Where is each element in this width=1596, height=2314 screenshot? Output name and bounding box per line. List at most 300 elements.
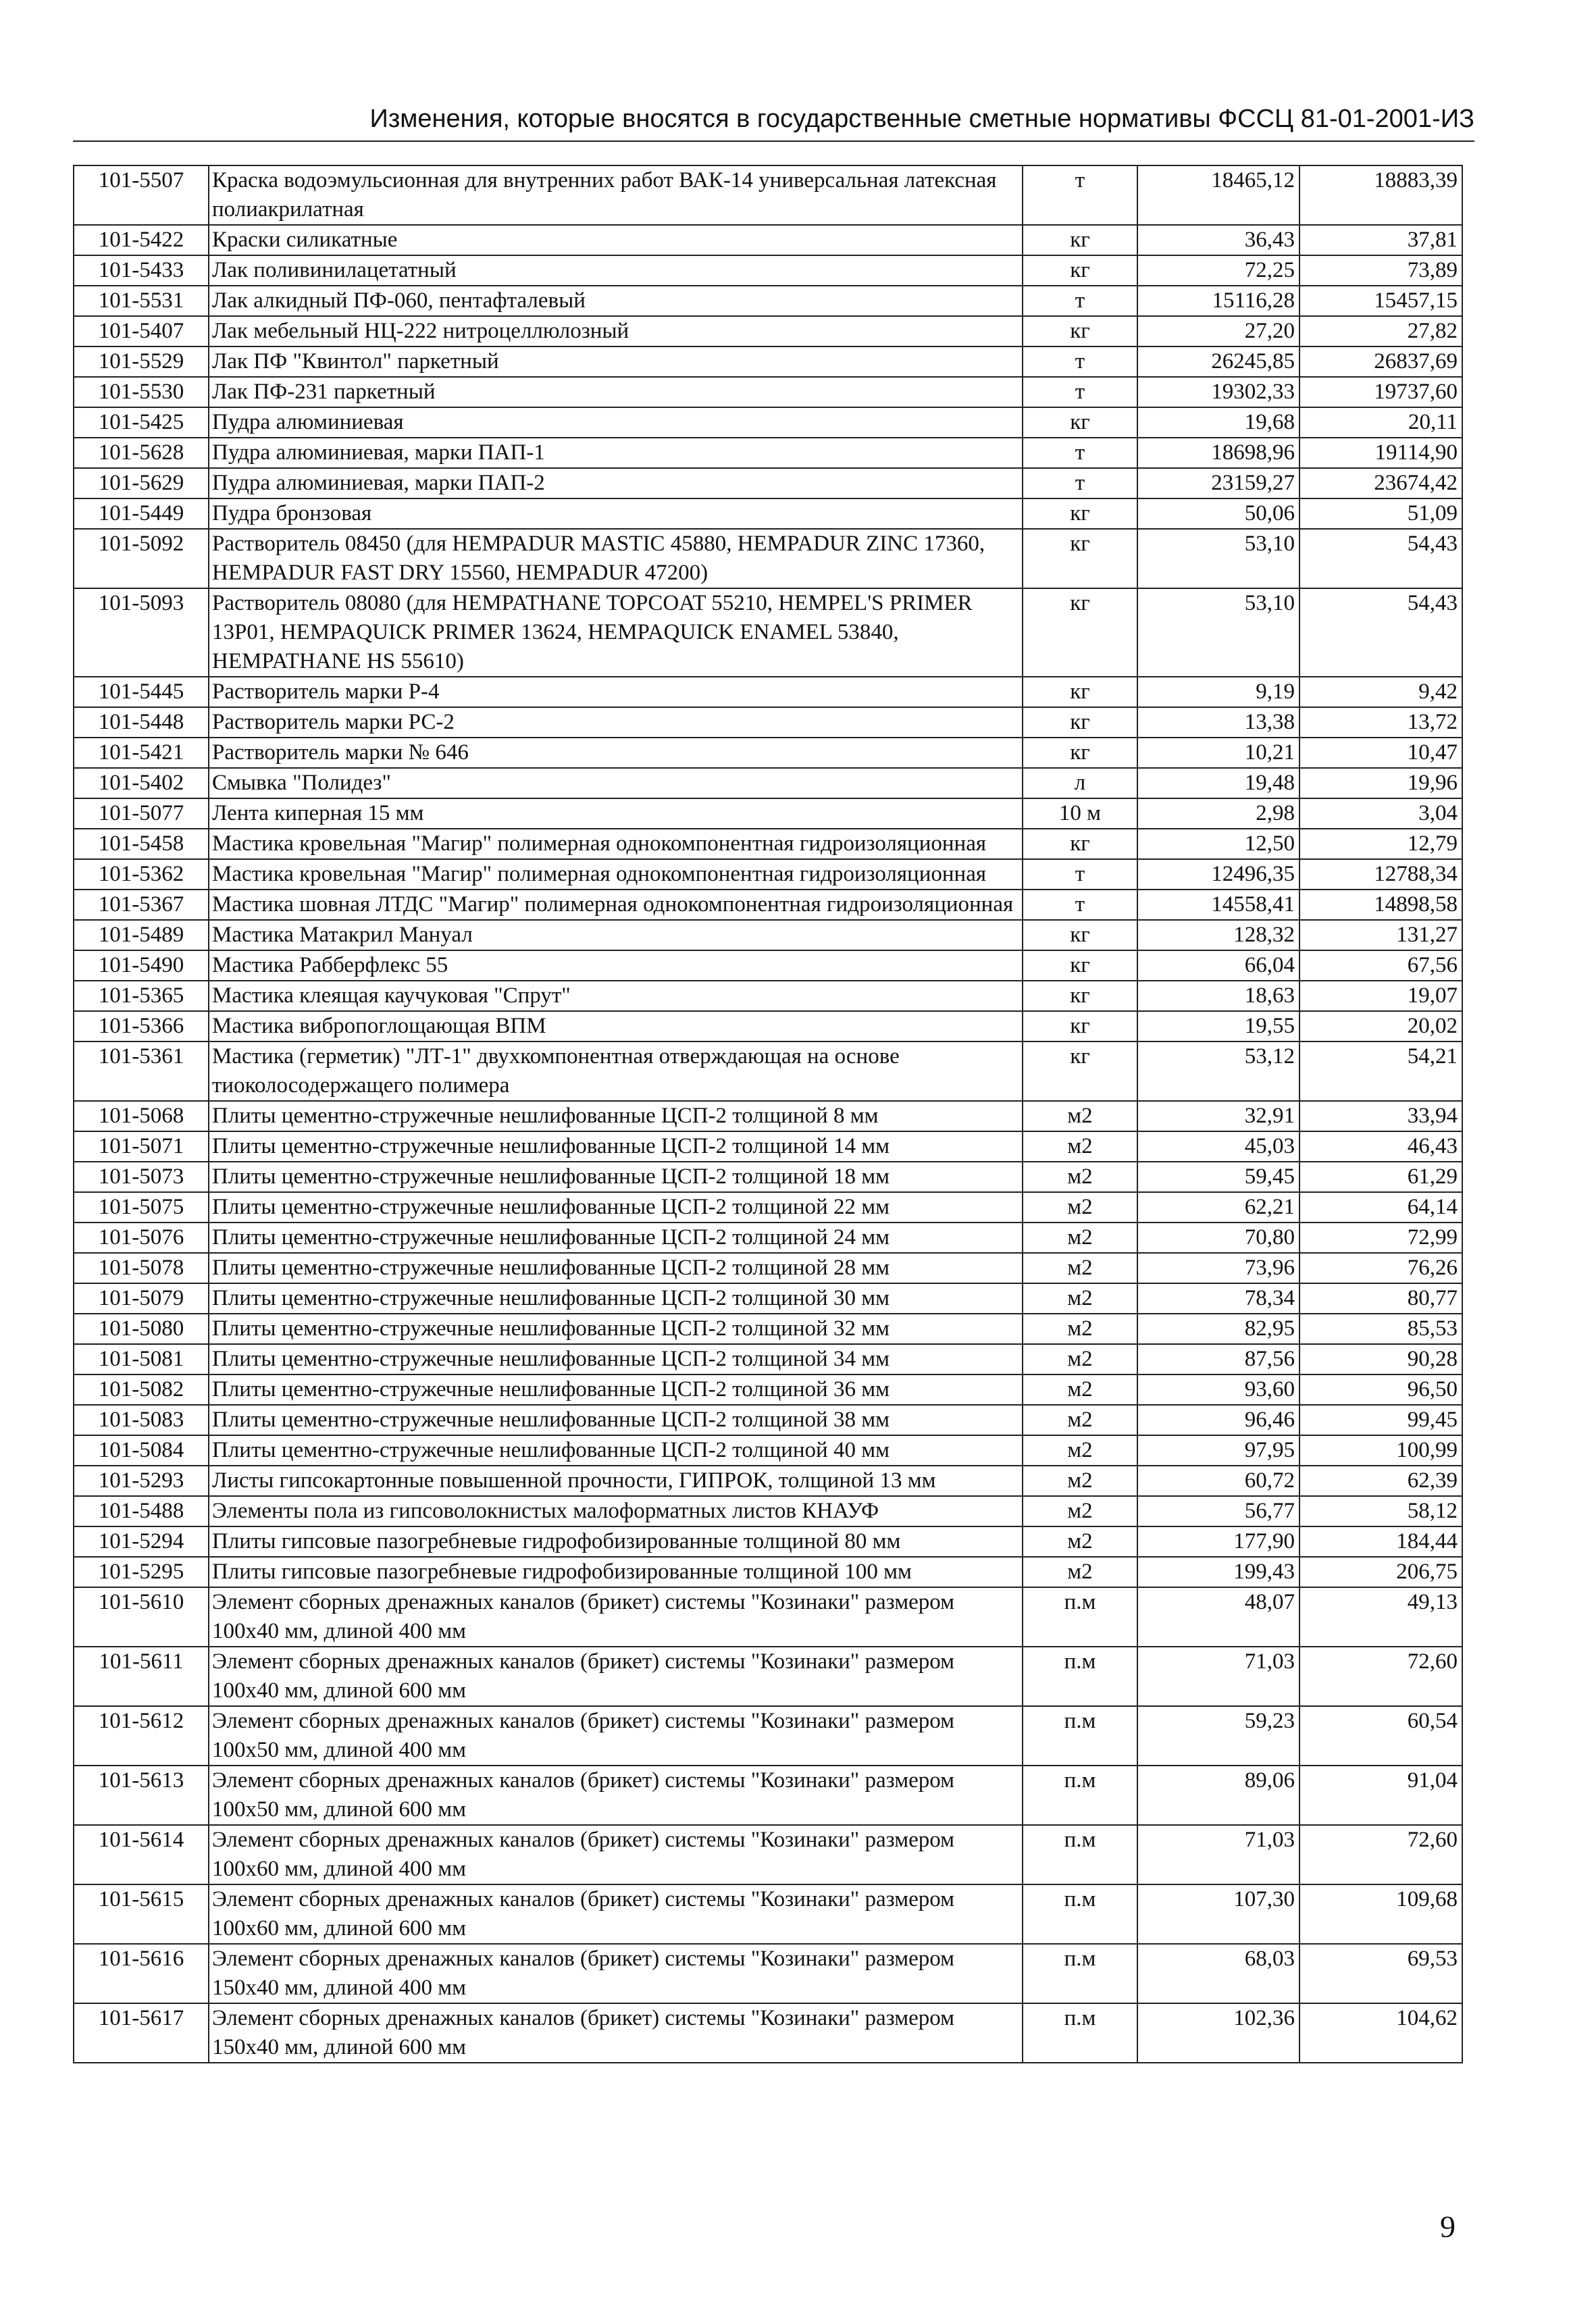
table-row <box>74 1557 1462 1587</box>
table-row <box>74 829 1462 859</box>
cell-price-old: 199,43 <box>1137 1557 1299 1587</box>
cell-name: Плиты цементно-стружечные нешлифованные ЦСП-2 толщиной 34 мм <box>209 1344 1023 1374</box>
cell-unit: кг <box>1023 498 1137 529</box>
table-row <box>74 377 1462 407</box>
cell-unit: м2 <box>1023 1162 1137 1192</box>
cell-unit: м2 <box>1023 1435 1137 1466</box>
cell-unit: п.м <box>1023 1884 1137 1944</box>
cell-unit: т <box>1023 859 1137 890</box>
table-row <box>74 1706 1462 1766</box>
cell-price-new: 19,96 <box>1299 768 1462 798</box>
cell-code: 101-5421 <box>74 738 209 768</box>
cell-code: 101-5294 <box>74 1526 209 1557</box>
cell-unit: л <box>1023 768 1137 798</box>
cell-price-old: 18,63 <box>1137 981 1299 1011</box>
cell-price-new: 20,11 <box>1299 407 1462 438</box>
cell-name: Плиты цементно-стружечные нешлифованные ЦСП-2 толщиной 36 мм <box>209 1374 1023 1405</box>
cell-name: Плиты гипсовые пазогребневые гидрофобизированные толщиной 80 мм <box>209 1526 1023 1557</box>
cell-code: 101-5081 <box>74 1344 209 1374</box>
cell-price-new: 10,47 <box>1299 738 1462 768</box>
cell-price-old: 107,30 <box>1137 1884 1299 1944</box>
table-row <box>74 1253 1462 1283</box>
cell-price-new: 18883,39 <box>1299 165 1462 225</box>
table-row <box>74 346 1462 377</box>
cell-unit: п.м <box>1023 1825 1137 1884</box>
table-row <box>74 798 1462 829</box>
cell-code: 101-5362 <box>74 859 209 890</box>
table-row <box>74 1223 1462 1253</box>
table-row <box>74 165 1462 225</box>
cell-name: Элементы пола из гипсоволокнистых малоформатных листов КНАУФ <box>209 1496 1023 1526</box>
cell-name: Лак ПФ "Квинтол" паркетный <box>209 346 1023 377</box>
cell-price-old: 50,06 <box>1137 498 1299 529</box>
cell-price-new: 62,39 <box>1299 1466 1462 1496</box>
table-row <box>74 1405 1462 1435</box>
cell-price-old: 36,43 <box>1137 225 1299 255</box>
cell-name: Пудра алюминиевая <box>209 407 1023 438</box>
cell-price-new: 90,28 <box>1299 1344 1462 1374</box>
table-row <box>74 707 1462 738</box>
cell-name: Плиты цементно-стружечные нешлифованные ЦСП-2 толщиной 14 мм <box>209 1131 1023 1162</box>
cell-code: 101-5068 <box>74 1101 209 1131</box>
cell-name: Растворитель марки Р-4 <box>209 677 1023 707</box>
table-row <box>74 1496 1462 1526</box>
cell-unit: кг <box>1023 1011 1137 1042</box>
cell-price-new: 49,13 <box>1299 1587 1462 1647</box>
cell-unit: т <box>1023 890 1137 920</box>
cell-price-old: 10,21 <box>1137 738 1299 768</box>
cell-unit: п.м <box>1023 1706 1137 1766</box>
cell-price-old: 66,04 <box>1137 950 1299 981</box>
cell-unit: п.м <box>1023 2003 1137 2063</box>
cell-price-old: 87,56 <box>1137 1344 1299 1374</box>
cell-price-new: 60,54 <box>1299 1706 1462 1766</box>
table-row <box>74 1042 1462 1101</box>
cell-code: 101-5616 <box>74 1944 209 2003</box>
cell-unit: м2 <box>1023 1496 1137 1526</box>
cell-price-new: 72,60 <box>1299 1647 1462 1706</box>
table-row <box>74 1526 1462 1557</box>
cell-price-new: 13,72 <box>1299 707 1462 738</box>
cell-unit: т <box>1023 438 1137 468</box>
cell-price-new: 54,43 <box>1299 529 1462 588</box>
table-row <box>74 1587 1462 1647</box>
table-row <box>74 1192 1462 1223</box>
cell-price-new: 91,04 <box>1299 1766 1462 1825</box>
table-row <box>74 950 1462 981</box>
table-row <box>74 1101 1462 1131</box>
cell-price-new: 80,77 <box>1299 1283 1462 1314</box>
cell-unit: кг <box>1023 1042 1137 1101</box>
cell-price-new: 19737,60 <box>1299 377 1462 407</box>
cell-name: Элемент сборных дренажных каналов (брикет) системы "Козинаки" размером 150х40 мм, длиной 600 мм <box>209 2003 1023 2063</box>
cell-unit: м2 <box>1023 1131 1137 1162</box>
cell-price-new: 27,82 <box>1299 316 1462 346</box>
cell-unit: м2 <box>1023 1314 1137 1344</box>
cell-price-old: 9,19 <box>1137 677 1299 707</box>
cell-price-new: 131,27 <box>1299 920 1462 950</box>
cell-price-new: 99,45 <box>1299 1405 1462 1435</box>
cell-name: Плиты цементно-стружечные нешлифованные ЦСП-2 толщиной 28 мм <box>209 1253 1023 1283</box>
cell-price-old: 177,90 <box>1137 1526 1299 1557</box>
cell-code: 101-5458 <box>74 829 209 859</box>
cell-price-new: 37,81 <box>1299 225 1462 255</box>
cell-code: 101-5073 <box>74 1162 209 1192</box>
cell-code: 101-5407 <box>74 316 209 346</box>
cell-price-old: 12496,35 <box>1137 859 1299 890</box>
cell-price-old: 19,55 <box>1137 1011 1299 1042</box>
cell-name: Пудра алюминиевая, марки ПАП-2 <box>209 468 1023 498</box>
table-row <box>74 529 1462 588</box>
cell-name: Плиты гипсовые пазогребневые гидрофобизированные толщиной 100 мм <box>209 1557 1023 1587</box>
cell-unit: кг <box>1023 920 1137 950</box>
cell-unit: м2 <box>1023 1344 1137 1374</box>
cell-name: Плиты цементно-стружечные нешлифованные ЦСП-2 толщиной 40 мм <box>209 1435 1023 1466</box>
cell-code: 101-5075 <box>74 1192 209 1223</box>
cell-price-old: 19,68 <box>1137 407 1299 438</box>
cell-name: Краска водоэмульсионная для внутренних работ ВАК-14 универсальная латексная полиакрилатная <box>209 165 1023 225</box>
cell-name: Лента киперная 15 мм <box>209 798 1023 829</box>
cell-unit: п.м <box>1023 1647 1137 1706</box>
cell-price-old: 82,95 <box>1137 1314 1299 1344</box>
table-row <box>74 1825 1462 1884</box>
table-row <box>74 1766 1462 1825</box>
table-row <box>74 1162 1462 1192</box>
cell-price-old: 93,60 <box>1137 1374 1299 1405</box>
cell-price-new: 85,53 <box>1299 1314 1462 1344</box>
cell-price-new: 54,21 <box>1299 1042 1462 1101</box>
cell-name: Мастика вибропоглощающая ВПМ <box>209 1011 1023 1042</box>
cell-code: 101-5433 <box>74 255 209 286</box>
cell-code: 101-5449 <box>74 498 209 529</box>
cell-price-new: 15457,15 <box>1299 286 1462 316</box>
cell-price-old: 45,03 <box>1137 1131 1299 1162</box>
cell-name: Растворитель 08450 (для HEMPADUR MASTIC 45880, HEMPADUR ZINC 17360, HEMPADUR FAST DRY 15560, HEMPADUR 47200) <box>209 529 1023 588</box>
table-row <box>74 255 1462 286</box>
cell-unit: м2 <box>1023 1253 1137 1283</box>
cell-price-old: 53,10 <box>1137 529 1299 588</box>
cell-unit: м2 <box>1023 1526 1137 1557</box>
cell-price-old: 2,98 <box>1137 798 1299 829</box>
cell-code: 101-5615 <box>74 1884 209 1944</box>
cell-name: Мастика Рабберфлекс 55 <box>209 950 1023 981</box>
cell-price-old: 78,34 <box>1137 1283 1299 1314</box>
cell-code: 101-5083 <box>74 1405 209 1435</box>
cell-unit: м2 <box>1023 1223 1137 1253</box>
cell-price-old: 18465,12 <box>1137 165 1299 225</box>
cell-price-old: 19302,33 <box>1137 377 1299 407</box>
cell-code: 101-5077 <box>74 798 209 829</box>
cell-unit: п.м <box>1023 1587 1137 1647</box>
cell-unit: кг <box>1023 738 1137 768</box>
cell-price-old: 48,07 <box>1137 1587 1299 1647</box>
cell-code: 101-5092 <box>74 529 209 588</box>
table-row <box>74 588 1462 677</box>
cell-price-new: 72,60 <box>1299 1825 1462 1884</box>
cell-code: 101-5488 <box>74 1496 209 1526</box>
cell-unit: м2 <box>1023 1283 1137 1314</box>
cell-code: 101-5614 <box>74 1825 209 1884</box>
table-row <box>74 1647 1462 1706</box>
cell-price-new: 58,12 <box>1299 1496 1462 1526</box>
cell-unit: кг <box>1023 529 1137 588</box>
cell-price-old: 12,50 <box>1137 829 1299 859</box>
cell-code: 101-5422 <box>74 225 209 255</box>
cell-code: 101-5367 <box>74 890 209 920</box>
table-row <box>74 859 1462 890</box>
cell-price-new: 206,75 <box>1299 1557 1462 1587</box>
cell-price-old: 62,21 <box>1137 1192 1299 1223</box>
cell-unit: кг <box>1023 707 1137 738</box>
cell-price-new: 72,99 <box>1299 1223 1462 1253</box>
cell-price-old: 53,10 <box>1137 588 1299 677</box>
table-row <box>74 981 1462 1011</box>
cell-price-old: 13,38 <box>1137 707 1299 738</box>
cell-code: 101-5079 <box>74 1283 209 1314</box>
cell-name: Мастика кровельная "Магир" полимерная однокомпонентная гидроизоляционная <box>209 859 1023 890</box>
cell-price-old: 89,06 <box>1137 1766 1299 1825</box>
cell-name: Элемент сборных дренажных каналов (брикет) системы "Козинаки" размером 150х40 мм, длиной 400 мм <box>209 1944 1023 2003</box>
cell-code: 101-5610 <box>74 1587 209 1647</box>
table-row <box>74 677 1462 707</box>
cell-price-new: 76,26 <box>1299 1253 1462 1283</box>
cell-name: Плиты цементно-стружечные нешлифованные ЦСП-2 толщиной 24 мм <box>209 1223 1023 1253</box>
cell-name: Плиты цементно-стружечные нешлифованные ЦСП-2 толщиной 18 мм <box>209 1162 1023 1192</box>
cell-price-new: 104,62 <box>1299 2003 1462 2063</box>
cell-unit: п.м <box>1023 1766 1137 1825</box>
cell-price-new: 69,53 <box>1299 1944 1462 2003</box>
cell-price-new: 3,04 <box>1299 798 1462 829</box>
cell-code: 101-5611 <box>74 1647 209 1706</box>
cell-name: Элемент сборных дренажных каналов (брикет) системы "Козинаки" размером 100х50 мм, длиной 400 мм <box>209 1706 1023 1766</box>
cell-code: 101-5293 <box>74 1466 209 1496</box>
cell-name: Элемент сборных дренажных каналов (брикет) системы "Козинаки" размером 100х40 мм, длиной 400 мм <box>209 1587 1023 1647</box>
cell-code: 101-5076 <box>74 1223 209 1253</box>
cell-code: 101-5425 <box>74 407 209 438</box>
cell-price-old: 26245,85 <box>1137 346 1299 377</box>
cell-unit: т <box>1023 346 1137 377</box>
cell-name: Мастика шовная ЛТДС "Магир" полимерная однокомпонентная гидроизоляционная <box>209 890 1023 920</box>
cell-unit: м2 <box>1023 1557 1137 1587</box>
price-table <box>73 165 1463 2063</box>
cell-code: 101-5078 <box>74 1253 209 1283</box>
cell-name: Пудра алюминиевая, марки ПАП-1 <box>209 438 1023 468</box>
cell-name: Элемент сборных дренажных каналов (брикет) системы "Козинаки" размером 100х60 мм, длиной 400 мм <box>209 1825 1023 1884</box>
cell-name: Мастика Матакрил Мануал <box>209 920 1023 950</box>
cell-unit: 10 м <box>1023 798 1137 829</box>
cell-unit: кг <box>1023 950 1137 981</box>
table-row <box>74 738 1462 768</box>
cell-code: 101-5084 <box>74 1435 209 1466</box>
cell-name: Плиты цементно-стружечные нешлифованные ЦСП-2 толщиной 8 мм <box>209 1101 1023 1131</box>
cell-unit: кг <box>1023 981 1137 1011</box>
table-row <box>74 890 1462 920</box>
table-row <box>74 407 1462 438</box>
table-body <box>74 165 1462 2063</box>
cell-price-new: 26837,69 <box>1299 346 1462 377</box>
table-row <box>74 286 1462 316</box>
cell-price-new: 109,68 <box>1299 1884 1462 1944</box>
cell-name: Плиты цементно-стружечные нешлифованные ЦСП-2 толщиной 30 мм <box>209 1283 1023 1314</box>
cell-name: Плиты цементно-стружечные нешлифованные ЦСП-2 толщиной 22 мм <box>209 1192 1023 1223</box>
cell-name: Плиты цементно-стружечные нешлифованные ЦСП-2 толщиной 32 мм <box>209 1314 1023 1344</box>
table-row <box>74 1283 1462 1314</box>
cell-price-new: 9,42 <box>1299 677 1462 707</box>
cell-code: 101-5617 <box>74 2003 209 2063</box>
table-row <box>74 225 1462 255</box>
cell-unit: м2 <box>1023 1374 1137 1405</box>
cell-price-old: 59,45 <box>1137 1162 1299 1192</box>
cell-unit: кг <box>1023 829 1137 859</box>
header-title: Изменения, которые вносятся в государственные сметные нормативы ФССЦ 81-01-2001-ИЗ <box>369 105 1474 133</box>
cell-price-old: 73,96 <box>1137 1253 1299 1283</box>
page-number: 9 <box>1440 2209 1456 2244</box>
cell-price-old: 97,95 <box>1137 1435 1299 1466</box>
cell-unit: т <box>1023 286 1137 316</box>
cell-price-new: 54,43 <box>1299 588 1462 677</box>
cell-price-new: 46,43 <box>1299 1131 1462 1162</box>
cell-price-new: 19114,90 <box>1299 438 1462 468</box>
cell-name: Растворитель марки РС-2 <box>209 707 1023 738</box>
cell-price-new: 51,09 <box>1299 498 1462 529</box>
cell-code: 101-5366 <box>74 1011 209 1042</box>
cell-price-old: 14558,41 <box>1137 890 1299 920</box>
cell-price-new: 73,89 <box>1299 255 1462 286</box>
cell-price-new: 67,56 <box>1299 950 1462 981</box>
cell-price-new: 96,50 <box>1299 1374 1462 1405</box>
cell-price-old: 19,48 <box>1137 768 1299 798</box>
cell-code: 101-5071 <box>74 1131 209 1162</box>
cell-name: Лак ПФ-231 паркетный <box>209 377 1023 407</box>
cell-unit: т <box>1023 468 1137 498</box>
cell-name: Растворитель марки № 646 <box>209 738 1023 768</box>
cell-price-old: 59,23 <box>1137 1706 1299 1766</box>
table-row <box>74 468 1462 498</box>
cell-name: Мастика (герметик) "ЛТ-1" двухкомпонентная отверждающая на основе тиоколосодержащего полимера <box>209 1042 1023 1101</box>
table-row <box>74 1466 1462 1496</box>
cell-price-new: 23674,42 <box>1299 468 1462 498</box>
cell-price-new: 100,99 <box>1299 1435 1462 1466</box>
cell-price-old: 102,36 <box>1137 2003 1299 2063</box>
table-row <box>74 438 1462 468</box>
cell-name: Лак алкидный ПФ-060, пентафталевый <box>209 286 1023 316</box>
cell-price-old: 56,77 <box>1137 1496 1299 1526</box>
cell-unit: м2 <box>1023 1405 1137 1435</box>
table-row <box>74 1314 1462 1344</box>
table-row <box>74 316 1462 346</box>
cell-price-new: 184,44 <box>1299 1526 1462 1557</box>
cell-unit: кг <box>1023 588 1137 677</box>
cell-unit: кг <box>1023 316 1137 346</box>
cell-code: 101-5295 <box>74 1557 209 1587</box>
cell-name: Растворитель 08080 (для HEMPATHANE TOPCOAT 55210, HEMPEL'S PRIMER 13P01, HEMPAQUICK PRIMER 13624, HEMPAQUICK ENAMEL 53840, HEMPATHANE HS 55610) <box>209 588 1023 677</box>
table-row <box>74 768 1462 798</box>
table-row <box>74 1435 1462 1466</box>
cell-price-new: 20,02 <box>1299 1011 1462 1042</box>
cell-unit: кг <box>1023 677 1137 707</box>
cell-code: 101-5365 <box>74 981 209 1011</box>
cell-code: 101-5531 <box>74 286 209 316</box>
cell-price-old: 32,91 <box>1137 1101 1299 1131</box>
cell-name: Листы гипсокартонные повышенной прочности, ГИПРОК, толщиной 13 мм <box>209 1466 1023 1496</box>
cell-code: 101-5490 <box>74 950 209 981</box>
cell-price-new: 14898,58 <box>1299 890 1462 920</box>
cell-price-old: 71,03 <box>1137 1825 1299 1884</box>
table-row <box>74 1131 1462 1162</box>
cell-price-new: 61,29 <box>1299 1162 1462 1192</box>
cell-code: 101-5448 <box>74 707 209 738</box>
cell-unit: п.м <box>1023 1944 1137 2003</box>
cell-unit: м2 <box>1023 1192 1137 1223</box>
cell-price-old: 23159,27 <box>1137 468 1299 498</box>
cell-name: Плиты цементно-стружечные нешлифованные ЦСП-2 толщиной 38 мм <box>209 1405 1023 1435</box>
cell-unit: м2 <box>1023 1466 1137 1496</box>
cell-code: 101-5628 <box>74 438 209 468</box>
cell-code: 101-5093 <box>74 588 209 677</box>
cell-code: 101-5613 <box>74 1766 209 1825</box>
cell-name: Пудра бронзовая <box>209 498 1023 529</box>
cell-code: 101-5529 <box>74 346 209 377</box>
table-row <box>74 1011 1462 1042</box>
cell-unit: кг <box>1023 255 1137 286</box>
cell-price-old: 68,03 <box>1137 1944 1299 2003</box>
cell-price-old: 70,80 <box>1137 1223 1299 1253</box>
cell-code: 101-5445 <box>74 677 209 707</box>
table-row <box>74 1344 1462 1374</box>
cell-price-new: 19,07 <box>1299 981 1462 1011</box>
cell-name: Лак поливинилацетатный <box>209 255 1023 286</box>
cell-price-new: 12,79 <box>1299 829 1462 859</box>
cell-name: Мастика кровельная "Магир" полимерная однокомпонентная гидроизоляционная <box>209 829 1023 859</box>
cell-name: Элемент сборных дренажных каналов (брикет) системы "Козинаки" размером 100х50 мм, длиной 600 мм <box>209 1766 1023 1825</box>
table-row <box>74 498 1462 529</box>
cell-price-new: 12788,34 <box>1299 859 1462 890</box>
cell-price-old: 96,46 <box>1137 1405 1299 1435</box>
cell-code: 101-5402 <box>74 768 209 798</box>
cell-price-old: 72,25 <box>1137 255 1299 286</box>
cell-name: Смывка "Полидез" <box>209 768 1023 798</box>
cell-code: 101-5361 <box>74 1042 209 1101</box>
cell-price-old: 27,20 <box>1137 316 1299 346</box>
table-row <box>74 2003 1462 2063</box>
cell-unit: кг <box>1023 407 1137 438</box>
cell-price-old: 60,72 <box>1137 1466 1299 1496</box>
cell-name: Элемент сборных дренажных каналов (брикет) системы "Козинаки" размером 100х40 мм, длиной 600 мм <box>209 1647 1023 1706</box>
cell-price-old: 71,03 <box>1137 1647 1299 1706</box>
cell-name: Элемент сборных дренажных каналов (брикет) системы "Козинаки" размером 100х60 мм, длиной 600 мм <box>209 1884 1023 1944</box>
cell-unit: т <box>1023 165 1137 225</box>
cell-code: 101-5082 <box>74 1374 209 1405</box>
cell-code: 101-5612 <box>74 1706 209 1766</box>
cell-name: Краски силикатные <box>209 225 1023 255</box>
cell-name: Мастика клеящая каучуковая "Спрут" <box>209 981 1023 1011</box>
cell-unit: м2 <box>1023 1101 1137 1131</box>
table-row <box>74 1944 1462 2003</box>
cell-code: 101-5080 <box>74 1314 209 1344</box>
cell-unit: кг <box>1023 225 1137 255</box>
cell-name: Лак мебельный НЦ-222 нитроцеллюлозный <box>209 316 1023 346</box>
cell-price-old: 128,32 <box>1137 920 1299 950</box>
cell-price-new: 33,94 <box>1299 1101 1462 1131</box>
table-row <box>74 920 1462 950</box>
cell-code: 101-5507 <box>74 165 209 225</box>
table-row <box>74 1374 1462 1405</box>
cell-code: 101-5489 <box>74 920 209 950</box>
cell-price-old: 18698,96 <box>1137 438 1299 468</box>
table-row <box>74 1884 1462 1944</box>
cell-price-old: 15116,28 <box>1137 286 1299 316</box>
cell-code: 101-5629 <box>74 468 209 498</box>
